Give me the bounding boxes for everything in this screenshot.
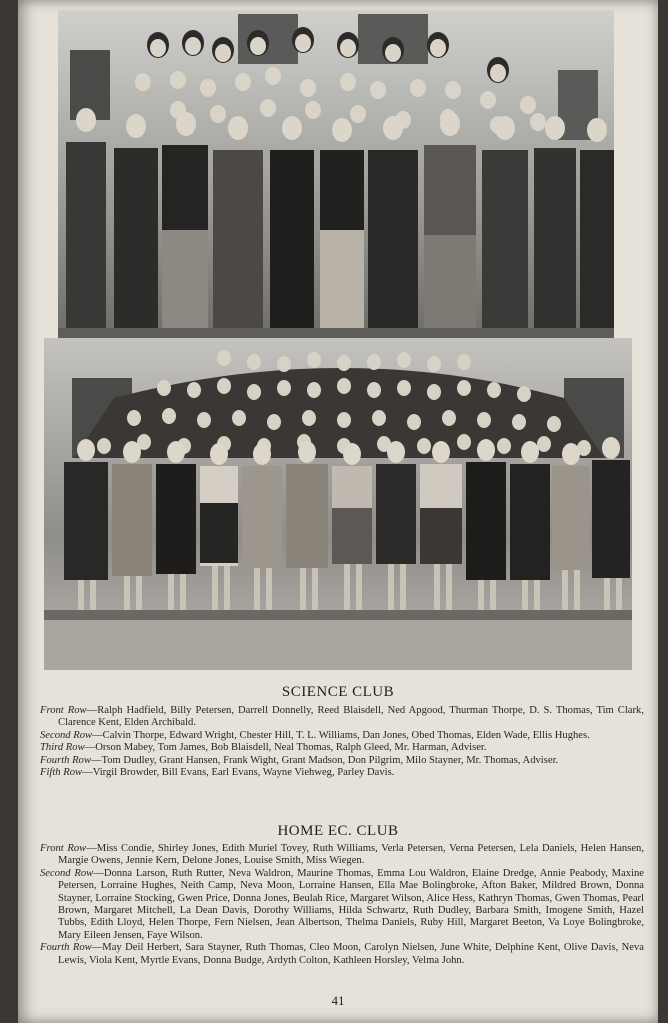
row-label: Second Row (40, 867, 94, 879)
science-fourth-row (40, 755, 644, 767)
science-third-row (40, 742, 644, 754)
row-names: Ralph Hadfield, Billy Petersen, Darrell Donnelly, Reed Blaisdell, Ned Apgood, Thurman Thorpe, D. S. Thomas, Tim Clark, Clarence Kent, Elden Archibald. (58, 705, 644, 729)
home-ec-front-row (40, 843, 644, 868)
science-club-photo (58, 10, 614, 338)
row-names: Orson Mabey, Tom James, Bob Blaisdell, Neal Thomas, Ralph Gleed, Mr. Harman, Adviser. (95, 742, 487, 754)
row-names: Calvin Thorpe, Edward Wright, Chester Hill, T. L. Williams, Dan Jones, Obed Thomas, Elden Wade, Ellis Hughes. (102, 729, 590, 741)
row-names: Miss Condie, Shirley Jones, Edith Muriel Tovey, Ruth Williams, Verla Petersen, Verna Petersen, Lela Daniels, Helen Hansen, Margie Owens, Jennie Kern, Delone Jones, Louise Smith, Miss Wiegen. (58, 843, 644, 867)
row-dash: — (82, 767, 93, 779)
science-club-title: SCIENCE CLUB (281, 684, 395, 700)
row-label: Third Row (40, 742, 85, 754)
science-fifth-row (40, 767, 644, 779)
row-label: Fourth Row (40, 754, 91, 766)
row-dash: — (86, 705, 98, 716)
yearbook-page (18, 0, 658, 1023)
row-label: Fourth Row (40, 942, 92, 954)
row-dash: — (93, 867, 104, 879)
row-label: Fifth Row (40, 767, 83, 779)
home-ec-second-row (40, 868, 644, 942)
row-names: May Deil Herbert, Sara Stayner, Ruth Thomas, Cleo Moon, Carolyn Nielsen, June White, Delphine Kent, Olive Davis, Neva Lewis, Viola Kent, Myrtle Evans, Donna Budge, Ardyth Colton, Kathleen Horsley, Velma John. (58, 942, 645, 966)
row-dash: — (90, 754, 102, 766)
row-names: Tom Dudley, Grant Hansen, Frank Wight, Grant Madson, Don Pilgrim, Milo Stayner, Mr. Thomas, Adviser. (101, 754, 559, 766)
row-names: Virgil Browder, Bill Evans, Earl Evans, Wayne Viehweg, Parley Davis. (92, 767, 395, 779)
home-ec-fourth-row (40, 942, 644, 967)
row-dash: — (86, 843, 97, 854)
row-dash: — (91, 942, 103, 954)
row-names: Donna Larson, Ruth Rutter, Neva Waldron, Maurine Thomas, Emma Lou Waldron, Elaine Dredge, Annie Peabody, Maxine Petersen, Lorraine Hughes, Neith Camp, Neva Moon, Lorraine Hansen, Ella Mae Bolingbroke, Afton Baker, Mildred Brown, Donna Stayner, Lorraine Stocking, Gwen Price, Donna Jones, Beulah Rice, Margaret Wilson, Alice Hess, Kathryn Thomas, Gwen Thomas, Pearl Brown, Margaret Mitchell, La Dean Davis, Dorothy Williams, Hilda Schwartz, Ruth Dudley, Barbara Smith, Imogene Smith, Hazel Tubbs, Edith Lloyd, Helen Thorpe, Fern Nielsen, Jean Albertson, Thelma Daniels, Ruby Hill, Margaret Beeton, Va Loye Bolingbroke, Mary Eileen Jensen, Faye Wilson. (58, 867, 644, 941)
home-ec-club-title: HOME EC. CLUB (277, 823, 399, 839)
row-dash: — (84, 742, 96, 754)
science-club-roster (40, 705, 644, 779)
row-label: Second Row (40, 729, 93, 741)
home-ec-club-photo-art (44, 338, 632, 670)
page-number: 41 (331, 993, 345, 1008)
row-dash: — (92, 729, 103, 741)
science-front-row (40, 705, 644, 730)
row-label: Front Row (40, 705, 87, 716)
home-ec-club-photo (44, 338, 632, 670)
home-ec-club-roster (40, 843, 644, 967)
science-club-photo-art (58, 10, 614, 338)
row-label: Front Row (40, 843, 87, 854)
science-second-row (40, 730, 644, 742)
